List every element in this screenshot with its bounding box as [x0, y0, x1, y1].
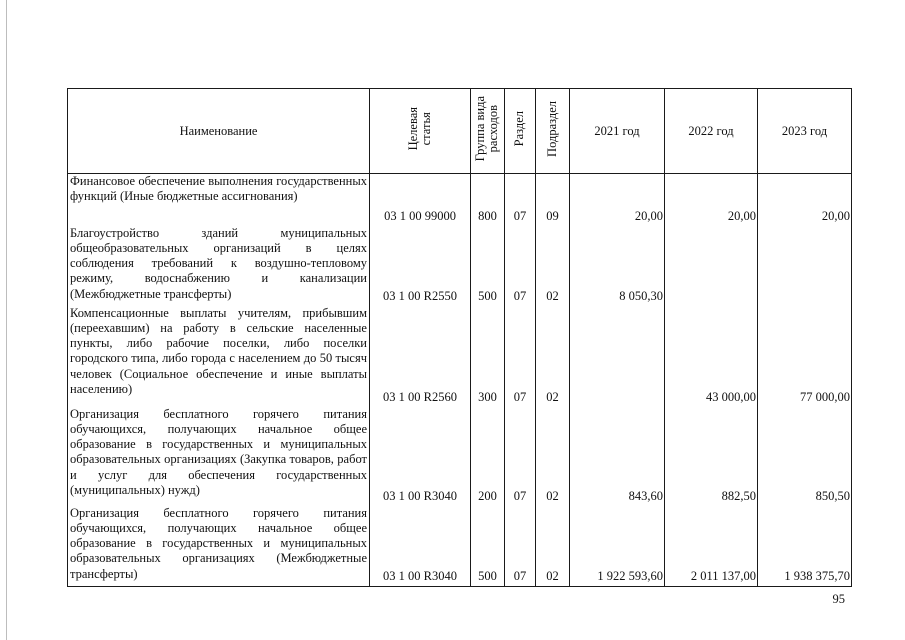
header-2022: 2022 год: [665, 89, 758, 174]
row-2021: 8 050,30: [570, 226, 665, 306]
table-row: [68, 306, 852, 407]
row-section: 07: [505, 226, 536, 306]
row-section: 07: [505, 174, 536, 226]
row-target: 03 1 00 R3040: [370, 506, 471, 587]
row-2023: [758, 226, 852, 306]
row-name: Финансовое обеспечение выполнения государственных функций (Иные бюджетные ассигнования): [68, 174, 370, 226]
table-row: [68, 407, 852, 506]
header-expense-group: Группа вида расходов: [471, 89, 505, 174]
row-2022: 43 000,00: [665, 306, 758, 407]
header-row: [68, 89, 852, 174]
row-name: Компенсационные выплаты учителям, прибывшим (переехавшим) на работу в сельские населенные пункты, либо рабочие поселки, либо поселки городского типа, либо города с населением до 50 тысяч человек (Социальное обеспечение и иные выплаты населению): [68, 306, 370, 407]
page-edge-line: [6, 0, 7, 640]
row-group: 200: [471, 407, 505, 506]
row-target: 03 1 00 99000: [370, 174, 471, 226]
page-number: 95: [832, 592, 845, 606]
header-subsection: Подраздел: [536, 89, 570, 174]
row-2023: 20,00: [758, 174, 852, 226]
row-2021: 1 922 593,60: [570, 506, 665, 587]
row-section: 07: [505, 407, 536, 506]
row-subsection: 02: [536, 226, 570, 306]
row-section: 07: [505, 306, 536, 407]
row-subsection: 02: [536, 407, 570, 506]
row-name: Организация бесплатного горячего питания обучающихся, получающих начальное общее образование в государственных и муниципальных образовательных организациях (Межбюджетные трансферты): [68, 506, 370, 587]
row-group: 500: [471, 226, 505, 306]
row-2023: 77 000,00: [758, 306, 852, 407]
row-subsection: 02: [536, 306, 570, 407]
row-2023: 850,50: [758, 407, 852, 506]
table-row: [68, 506, 852, 587]
table-row: [68, 174, 852, 226]
row-subsection: 02: [536, 506, 570, 587]
row-name: Благоустройство зданий муниципальных общеобразовательных организаций в целях соблюдения требований к воздушно-тепловому режиму, водоснабжению и канализации (Межбюджетные трансферты): [68, 226, 370, 306]
table-row: [68, 226, 852, 306]
row-section: 07: [505, 506, 536, 587]
row-group: 500: [471, 506, 505, 587]
row-name: Организация бесплатного горячего питания обучающихся, получающих начальное общее образование в государственных и муниципальных образовательных организациях (Закупка товаров, работ и услуг для обеспечения государственных (муниципальных) нужд): [68, 407, 370, 506]
header-2023: 2023 год: [758, 89, 852, 174]
row-group: 300: [471, 306, 505, 407]
row-target: 03 1 00 R3040: [370, 407, 471, 506]
row-2021: [570, 306, 665, 407]
row-2021: 20,00: [570, 174, 665, 226]
row-2022: 2 011 137,00: [665, 506, 758, 587]
header-section: Раздел: [505, 89, 536, 174]
row-target: 03 1 00 R2560: [370, 306, 471, 407]
row-2022: [665, 226, 758, 306]
row-target: 03 1 00 R2550: [370, 226, 471, 306]
row-2022: 20,00: [665, 174, 758, 226]
header-name: Наименование: [68, 89, 370, 174]
row-group: 800: [471, 174, 505, 226]
header-target-article: Целевая статья: [370, 89, 471, 174]
row-2022: 882,50: [665, 407, 758, 506]
header-2021: 2021 год: [570, 89, 665, 174]
row-subsection: 09: [536, 174, 570, 226]
row-2021: 843,60: [570, 407, 665, 506]
budget-table: [67, 88, 852, 587]
row-2023: 1 938 375,70: [758, 506, 852, 587]
